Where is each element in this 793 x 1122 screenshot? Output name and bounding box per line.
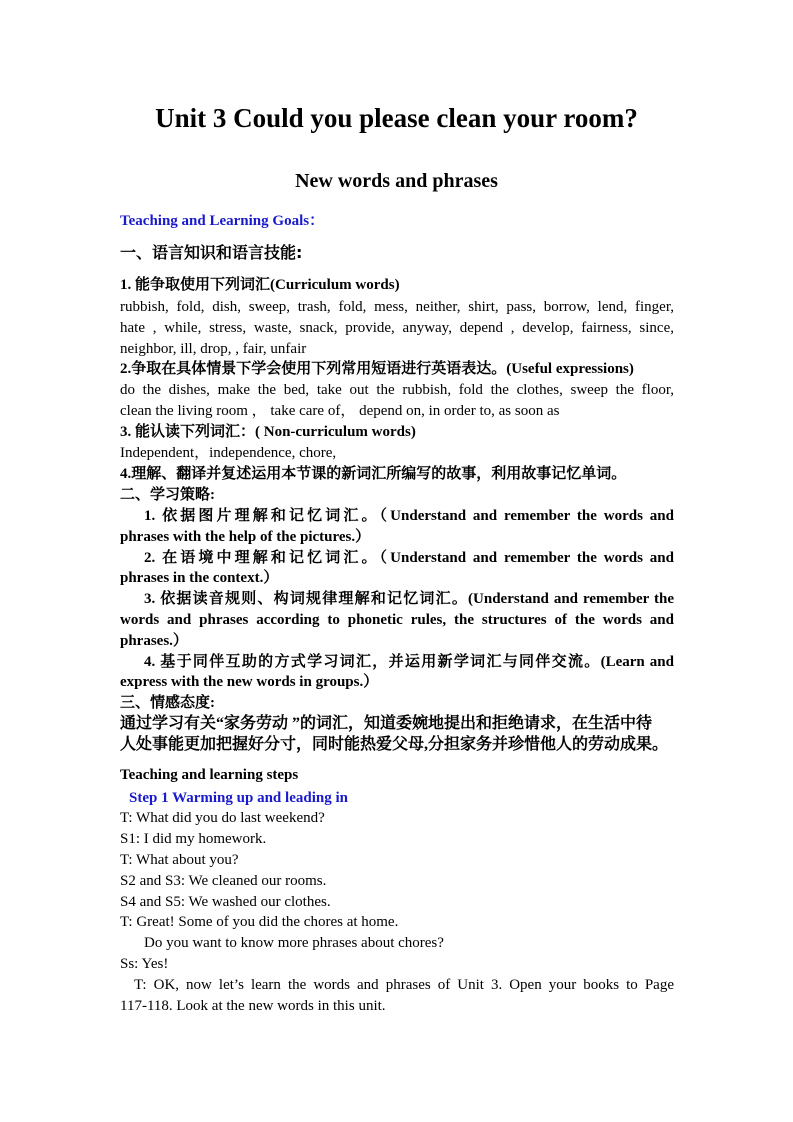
page-title: Unit 3 Could you please clean your room?: [155, 103, 638, 133]
curriculum-words-line-2: hate , while, stress, waste, snack, provide, anyway, depend , develop, fairness, since,: [120, 320, 674, 336]
dialogue-line-7: Do you want to know more phrases about chores?: [144, 935, 444, 951]
item1-title: 1. 能争取使用下列词汇(Curriculum words): [120, 277, 400, 293]
item3-title: 3. 能认读下列词汇：( Non-curriculum words): [120, 424, 416, 440]
steps-heading: Teaching and learning steps: [120, 767, 299, 783]
section1-heading: 一、语言知识和语言技能:: [120, 243, 303, 262]
dialogue-line-5: S4 and S5: We washed our clothes.: [120, 894, 331, 910]
strategy-3-line-2: words and phrases according to phonetic rules, the structures of the words and: [120, 612, 674, 628]
curriculum-words-line-3: neighbor, ill, drop, , fair, unfair: [120, 341, 307, 357]
page-subtitle: New words and phrases: [295, 170, 498, 192]
useful-expressions-line-1: do the dishes, make the bed, take out the rubbish, fold the clothes, sweep the floor,: [120, 382, 674, 398]
attitude-line-1: 通过学习有关“家务劳动 ”的词汇，知道委婉地提出和拒绝请求，在生活中待: [120, 715, 653, 732]
dialogue-line-3: T: What about you?: [120, 852, 239, 868]
strategy-1-line-2: phrases with the help of the pictures.）: [120, 529, 371, 545]
dialogue-line-9: T: OK, now let’s learn the words and phrases of Unit 3. Open your books to Page: [134, 977, 674, 993]
section3-heading: 三、情感态度:: [120, 695, 215, 711]
strategy-3-line-3: phrases.）: [120, 633, 188, 649]
non-curriculum-words: Independent，independence, chore,: [120, 445, 337, 461]
curriculum-words-line-1: rubbish, fold, dish, sweep, trash, fold, mess, neither, shirt, pass, borrow, lend, finger,: [120, 299, 674, 315]
dialogue-line-10: 117-118. Look at the new words in this unit.: [120, 998, 386, 1014]
dialogue-line-1: T: What did you do last weekend?: [120, 810, 325, 826]
item2-title: 2.争取在具体情景下学会使用下列常用短语进行英语表达。(Useful expressions): [120, 361, 634, 377]
dialogue-line-8: Ss: Yes!: [120, 956, 169, 972]
goals-heading: Teaching and Learning Goals：: [120, 213, 325, 229]
item4: 4.理解、翻译并复述运用本节课的新词汇所编写的故事，利用故事记忆单词。: [120, 466, 627, 482]
strategy-2-line-1: 2. 在语境中理解和记忆词汇。（Understand and remember the words and: [144, 550, 674, 566]
strategy-3-line-1: 3. 依据读音规则、构词规律理解和记忆词汇。(Understand and remember the: [144, 591, 674, 607]
attitude-line-2: 人处事能更加把握好分寸，同时能热爱父母,分担家务并珍惜他人的劳动成果。: [120, 736, 669, 753]
section2-heading: 二、学习策略:: [120, 487, 215, 503]
dialogue-line-4: S2 and S3: We cleaned our rooms.: [120, 873, 327, 889]
dialogue-line-2: S1: I did my homework.: [120, 831, 267, 847]
strategy-4-line-1: 4. 基于同伴互助的方式学习词汇，并运用新学词汇与同伴交流。(Learn and: [144, 654, 674, 670]
strategy-1-line-1: 1. 依据图片理解和记忆词汇。（Understand and remember the words and: [144, 508, 674, 524]
strategy-4-line-2: express with the new words in groups.）: [120, 674, 379, 690]
dialogue-line-6: T: Great! Some of you did the chores at home.: [120, 914, 399, 930]
strategy-2-line-2: phrases in the context.）: [120, 570, 279, 586]
useful-expressions-line-2: clean the living room ， take care of， depend on, in order to, as soon as: [120, 403, 560, 419]
step1-heading: Step 1 Warming up and leading in: [129, 790, 348, 806]
